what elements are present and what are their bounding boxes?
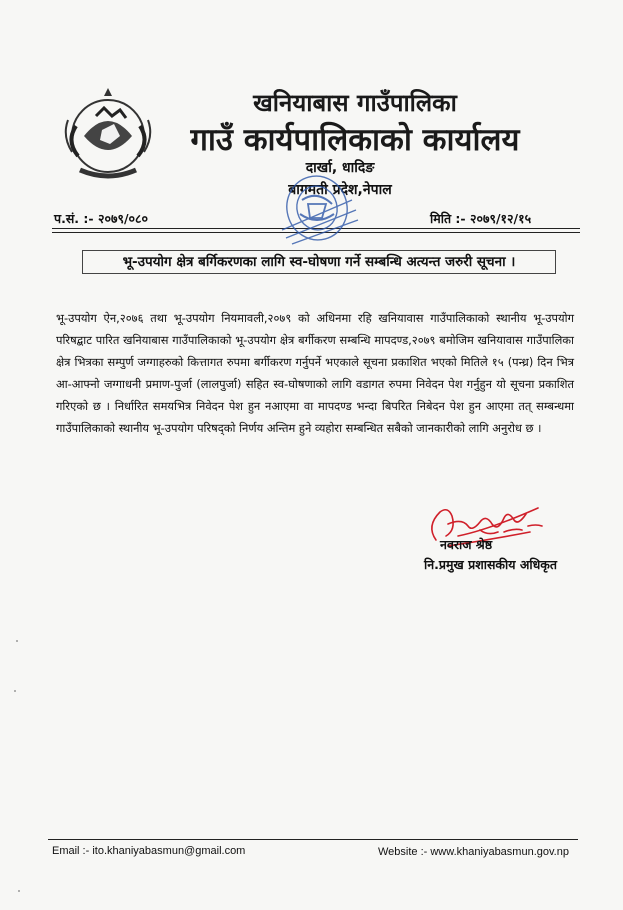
scan-speck	[14, 690, 16, 692]
nepal-emblem-icon	[54, 86, 162, 186]
reference-number: प.सं. :- २०७९/०८०	[54, 211, 149, 226]
municipality-name: खनियाबास गाउँपालिका	[253, 88, 457, 117]
letter-date: मिति :- २०७९/१२/१५	[430, 211, 532, 226]
signer-title: नि.प्रमुख प्रशासकीय अधिकृत	[424, 557, 558, 572]
scan-speck	[16, 640, 18, 642]
office-name: गाउँ कार्यपालिकाको कार्यालय	[190, 122, 520, 158]
footer-email: Email :- ito.khaniyabasmun@gmail.com	[52, 845, 246, 857]
footer-website: Website :- www.khaniyabasmun.gov.np	[378, 846, 569, 858]
scan-speck	[18, 890, 20, 892]
address-line-1: दार्खा, धादिङ	[305, 160, 375, 176]
notice-subject: भू-उपयोग क्षेत्र बर्गिकरणका लागि स्व-घोषणा गर्ने सम्बन्धि अत्यन्त जरुरी सूचना ।	[82, 250, 556, 274]
office-stamp-icon	[262, 170, 372, 250]
address-line-2: बागमती प्रदेश,नेपाल	[288, 182, 392, 198]
notice-body: भू-उपयोग ऐन,२०७६ तथा भू-उपयोग नियमावली,२०७९ को अधिनमा रहि खनियावास गाउँपालिकाको स्थानीय भू-उपयोग परिषद्बाट पारित खनियाबास गाउँपालिकाको भू-उपयोग क्षेत्र बर्गीकरण सम्बन्धि मापदण्ड,२०७९ बमोजिम खनियावास गाउँपालिका क्षेत्र भित्रका सम्पुर्ण जग्गाहरुको कित्तागत रुपमा बर्गीकरण गर्नुपर्ने भएकाले सूचना प्रकाशित भएको मितिले १५ (पन्ध्र) दिन भित्र आ-आफ्नो जग्गाधनी प्रमाण-पुर्जा (लालपुर्जा) सहित स्व-घोषणाको लागि वडागत रुपमा निवेदन पेश गर्नुहुन यो सूचना प्रकाशित गरिएको छ । निर्धारित समयभित्र निवेदन पेश हुन नआएमा वा मापदण्ड भन्दा बिपरित निबेदन पेश हुन आएमा तत् सम्बन्धमा गाउँपालिकाको स्थानीय भू-उपयोग परिषद्को निर्णय अन्तिम हुने व्यहोरा सम्बन्धित सबैको जानकारीको लागि अनुरोध छ ।	[56, 311, 574, 436]
signer-name: नवराज श्रेष्ठ	[440, 537, 493, 552]
footer-divider	[48, 839, 578, 840]
